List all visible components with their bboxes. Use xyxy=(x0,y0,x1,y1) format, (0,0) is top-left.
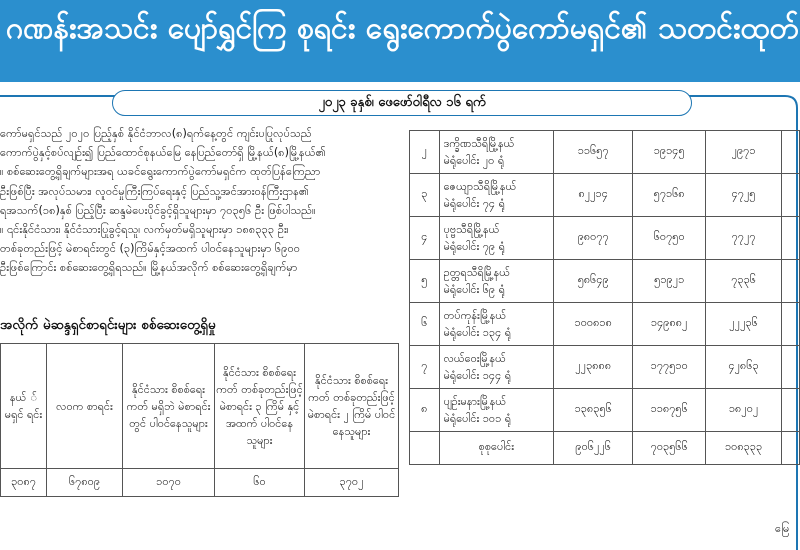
table-cell xyxy=(782,174,800,217)
table-cell: ၆၀ xyxy=(215,469,305,497)
table-cell xyxy=(782,389,800,432)
date-banner: ၂၀၂၃ ခုနှစ်၊ ဖေဖော်ဝါရီလ ၁၆ ရက် xyxy=(112,90,692,116)
township-cell xyxy=(439,346,553,389)
row-number: ၆ xyxy=(410,303,440,346)
intro-line: ။ ၎င်းနိုင်ငံသား၊ နိုင်ငံသားပြုခွင့်ရသူ၊ လက်မှတ်မရှိသူများမှာ ၁၈၈၃၃၃ ဦး၊ xyxy=(0,223,289,237)
table-row xyxy=(410,389,800,432)
table-cell: ၉၈၀၇၇ xyxy=(554,217,633,260)
polling-station-count: မဲရုံပေါင်း ၇၄ ရုံ xyxy=(443,197,505,210)
intro-line: ကောက်ပွဲနှင့်စပ်လျဉ်း၍ ပြည်ထောင်စုနယ်မြေ နေပြည်တော်ရှိ မြို့နယ်(၈)မြို့နယ်၏ xyxy=(0,146,326,160)
row-number: ၃ xyxy=(410,174,440,217)
table-cell: ၇၇၂၇ xyxy=(706,217,782,260)
table-cell: ၁၀၀၈၁၈ xyxy=(554,303,633,346)
table-cell: ၅၇၁၆၈ xyxy=(633,174,706,217)
table-cell: ၁၈၂၀၂ xyxy=(706,389,782,432)
table-cell: ၇၃၃၆ xyxy=(706,260,782,303)
township-table xyxy=(409,130,800,465)
township-cell xyxy=(439,131,553,174)
table-row xyxy=(410,174,800,217)
total-cell: ၇၀၃၅၆၆ xyxy=(633,432,706,465)
voter-check-table xyxy=(0,343,399,497)
table-cell: ၄၂၈၆၃ xyxy=(706,346,782,389)
intro-paragraph xyxy=(0,124,398,309)
header-cell: လဝက စာရင်း xyxy=(47,344,123,469)
table-cell xyxy=(782,131,800,174)
row-number: ၇ xyxy=(410,346,440,389)
section-subheading: အလိုက် မဲဆန္ဒရှင်စာရင်းများ စစ်ဆေးတွေ့ရှိမှု xyxy=(0,317,216,333)
table-cell: ၁၁၈၇၅၆ xyxy=(633,389,706,432)
township-cell xyxy=(439,174,553,217)
intro-line: ။ စစ်ဆေးတွေ့ရှိချက်များအရ ယခင်ရွေးကောက်ပွဲကော်မရှင်က ထုတ်ပြန်ကြေညာ xyxy=(0,165,321,179)
table-cell: ၈၂၂၁၄ xyxy=(554,174,633,217)
table-cell: ၃၇၀၂ xyxy=(305,469,399,497)
table-row xyxy=(1,469,399,497)
table-cell: ၁၀၇၀ xyxy=(123,469,215,497)
title-banner xyxy=(0,0,800,82)
table-cell: ၆၀၇၅၀ xyxy=(633,217,706,260)
table-cell xyxy=(410,432,440,465)
table-cell: ၁၁၆၅၇ xyxy=(554,131,633,174)
page-title: ဂဏန်းအသင်း ပျော်ရွှင်ကြ စုရင်း ရွေးကောက်ပွဲကော်မရှင်၏ သတင်းထုတ် xyxy=(6,11,799,46)
table-row xyxy=(410,217,800,260)
township-name: ဇေယျာသီရိမြို့နယ် xyxy=(443,180,517,193)
table-cell: ၁၉၁၄၅ xyxy=(633,131,706,174)
polling-station-count: မဲရုံပေါင်း ၂၀ ရုံ xyxy=(443,154,505,167)
table-cell: ၅၈၆၄၉ xyxy=(554,260,633,303)
row-number: ၄ xyxy=(410,217,440,260)
header-cell: နိုင်ငံသား စိစစ်ရေးကတ် မရှိဘဲ မဲစာရင်းတွင် ပါဝင်နေသူများ xyxy=(123,344,215,469)
table-cell xyxy=(782,303,800,346)
table-cell: ၄၇၂၅ xyxy=(706,174,782,217)
township-cell xyxy=(439,260,553,303)
table-cell: ၁၃၈၃၅၆ xyxy=(554,389,633,432)
intro-line: တစ်ခုတည်းဖြင့် မဲစာရင်းတွင် (၃)ကြိမ်နှင့်အထက် ပါဝင်နေသူများမှာ ၆၉၀၀ xyxy=(0,242,301,256)
total-cell: ၉၀၆၂၂၆ xyxy=(554,432,633,465)
township-cell xyxy=(439,217,553,260)
township-name: ဥတ္တရသီရိမြို့နယ် xyxy=(443,266,510,279)
polling-station-count: မဲရုံပေါင်း ၁၃၄ ရုံ xyxy=(443,326,512,339)
polling-station-count: မဲရုံပေါင်း ၁၀၁ ရုံ xyxy=(443,412,512,425)
total-cell: ၁၀၈၃၃၃ xyxy=(706,432,782,465)
table-cell xyxy=(782,346,800,389)
table-row xyxy=(410,131,800,174)
row-number: ၅ xyxy=(410,260,440,303)
table-row xyxy=(410,346,800,389)
table-header-row xyxy=(1,344,399,469)
intro-line: ရအသက်(၁၈)နှစ် ပြည့်ပြီး ဆန္ဒမဲပေးပိုင်ခွင့်ရှိသူများမှာ ၇၀၃၅၆ ဦး ဖြစ်ပါသည်။ xyxy=(0,203,316,217)
table-cell: ၆၇၈၀၉ xyxy=(47,469,123,497)
intro-line: ဦးဖြစ်ပြီး အလုပ်သမား၊ လူဝင်မှုကြီးကြပ်ရေးနှင့် ပြည်သူ့အင်အားဝန်ကြီးဌာန၏ xyxy=(0,184,309,198)
table-cell xyxy=(782,432,800,465)
row-number: ၂ xyxy=(410,131,440,174)
footer-fragment: မြေ xyxy=(775,522,790,535)
township-name: လယ်ဝေးမြို့နယ် xyxy=(443,352,506,365)
table-cell: ၁၄၉၈၈၂ xyxy=(633,303,706,346)
row-number: ၈ xyxy=(410,389,440,432)
table-cell: ၂၂၃၈၈၈ xyxy=(554,346,633,389)
township-name: ဒက္ခိဏသီရိမြို့နယ် xyxy=(443,137,515,150)
township-cell xyxy=(439,303,553,346)
table-cell xyxy=(782,217,800,260)
table-cell: ၂၉၇၁ xyxy=(706,131,782,174)
polling-station-count: မဲရုံပေါင်း ၆၉ ရုံ xyxy=(443,283,505,296)
table-cell: ၅၁၉၂၁ xyxy=(633,260,706,303)
table-cell: ၃၀၈၇ xyxy=(1,469,47,497)
table-row xyxy=(410,260,800,303)
table-cell xyxy=(782,260,800,303)
polling-station-count: မဲရုံပေါင်း ၁၄၄ ရုံ xyxy=(443,369,512,382)
table-cell: ၁၇၇၅၁၀ xyxy=(633,346,706,389)
intro-line: ဦးဖြစ်ကြောင်း စစ်ဆေးတွေ့ရှိရသည်။ မြို့နယ်အလိုက် စစ်ဆေးတွေ့ရှိချက်မှာ xyxy=(0,261,298,275)
header-cell: နယ် ်မရှင် ရင်း xyxy=(1,344,47,469)
table-row xyxy=(410,303,800,346)
table-cell: ၂၂၂၃၆ xyxy=(706,303,782,346)
total-label: စုစုပေါင်း xyxy=(439,432,553,465)
township-name: တပ်ကုန်းမြို့နယ် xyxy=(443,309,507,322)
township-name: ပုဗ္ဗသီရိမြို့နယ် xyxy=(443,223,500,236)
header-cell: နိုင်ငံသား စိစစ်ရေးကတ် တစ်ခုတည်းဖြင့် မဲစာရင်း ၂ ကြိမ် ပါဝင်နေသူများ xyxy=(305,344,399,469)
total-row xyxy=(410,432,800,465)
township-name: ပျဉ်းမနားမြို့နယ် xyxy=(443,395,507,408)
polling-station-count: မဲရုံပေါင်း ၇၉ ရုံ xyxy=(443,240,505,253)
intro-line: ကော်မရှင်သည် ၂၀၂၀ ပြည့်နှစ် နိုင်ငံဘာလ(၈)ရက်နေ့တွင် ကျင်းပပြုလုပ်သည် xyxy=(0,127,312,140)
township-cell xyxy=(439,389,553,432)
header-cell: နိုင်ငံသား စိစစ်ရေးကတ် တစ်ခုတည်းဖြင့် မဲစာရင်း ၃ ကြိမ် နှင့်အထက် ပါဝင်နေသူများ xyxy=(215,344,305,469)
